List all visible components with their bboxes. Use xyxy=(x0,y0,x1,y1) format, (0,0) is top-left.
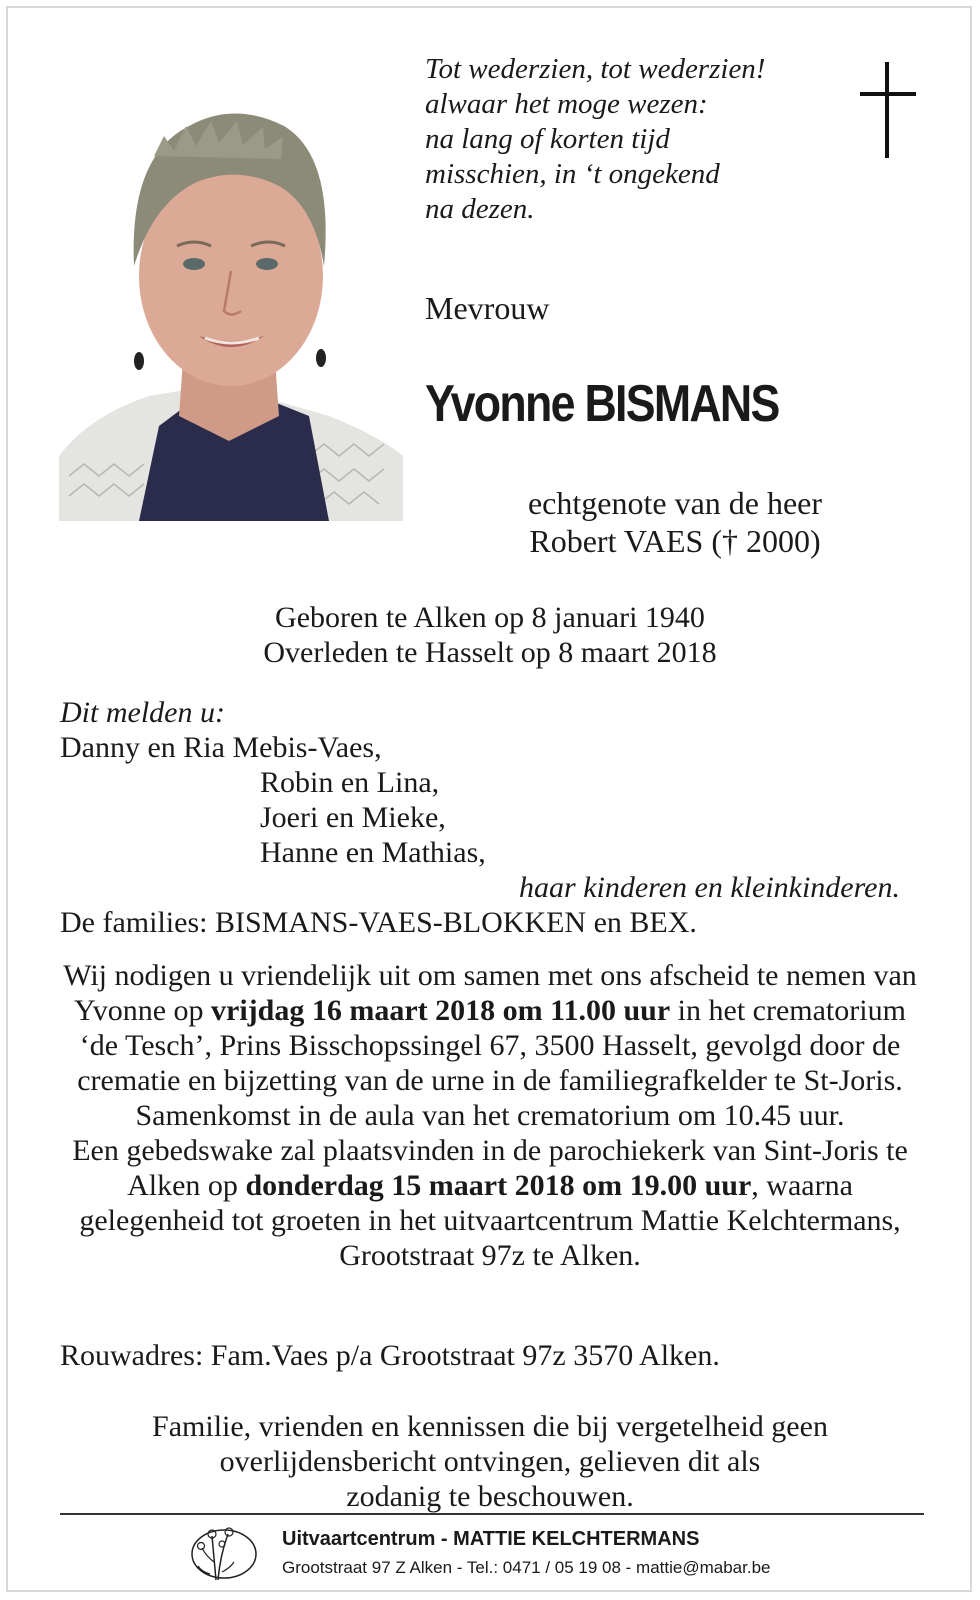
poem-line: alwaar het moge wezen: xyxy=(425,88,708,120)
poem-line: na lang of korten tijd xyxy=(425,123,670,155)
grandchild-line: Hanne en Mathias, xyxy=(260,836,486,869)
death-line: Overleden te Hasselt op 8 maart 2018 xyxy=(263,636,717,669)
invite-text: Wij nodigen u vriendelijk uit om samen met ons afscheid te nemen van Yvonne op xyxy=(63,959,917,1027)
poem-verse xyxy=(425,52,845,227)
vigil-text: Een gebedswake zal plaatsvinden in de parochiekerk van Sint-Joris te Alken op xyxy=(72,1134,908,1202)
life-dates xyxy=(60,600,920,670)
invitation-paragraph xyxy=(60,958,920,1273)
spouse-info xyxy=(420,484,930,560)
cross-icon xyxy=(860,62,920,162)
footer-divider xyxy=(60,1513,924,1515)
closing-line: zodanig te beschouwen. xyxy=(346,1480,634,1513)
vigil-text: , waarna gelegenheid tot groeten in het uitvaartcentrum Mattie Kelchtermans, Grootstraat 97z te Alken. xyxy=(79,1169,901,1272)
deceased-name: Yvonne BISMANS xyxy=(425,375,779,433)
closing-line: overlijdensbericht ontvingen, gelieven dit als xyxy=(219,1445,761,1478)
family-announcement xyxy=(60,695,920,940)
flower-logo-icon xyxy=(188,1522,258,1586)
closing-line: Familie, vrienden en kennissen die bij vergetelheid geen xyxy=(152,1410,828,1443)
vigil-datetime: donderdag 15 maart 2018 om 19.00 uur xyxy=(245,1169,752,1202)
birth-line: Geboren te Alken op 8 januari 1940 xyxy=(275,601,705,634)
invite-text: in het crematorium ‘de Tesch’, Prins Bisschopssingel 67, 3500 Hasselt, gevolgd door de crematie en bijzetting van de urne in de familiegrafkelder te St-Joris. xyxy=(77,994,906,1097)
grandchild-line: Robin en Lina, xyxy=(260,766,440,799)
poem-line: misschien, in ‘t ongekend xyxy=(425,158,720,190)
children-line: Danny en Ria Mebis-Vaes, xyxy=(60,731,382,764)
spouse-line: echtgenote van de heer xyxy=(527,485,823,521)
honorific: Mevrouw xyxy=(425,290,550,326)
poem-line: na dezen. xyxy=(425,193,535,225)
closing-note xyxy=(60,1409,920,1514)
poem-line: Tot wederzien, tot wederzien! xyxy=(425,53,766,85)
relation-line: haar kinderen en kleinkinderen. xyxy=(519,871,900,904)
spouse-name: Robert VAES († 2000) xyxy=(529,523,821,559)
families-line: De families: BISMANS-VAES-BLOKKEN en BEX. xyxy=(60,906,697,939)
announce-intro: Dit melden u: xyxy=(60,696,225,729)
portrait-photo xyxy=(59,96,403,521)
mourning-address: Rouwadres: Fam.Vaes p/a Grootstraat 97z 3570 Alken. xyxy=(60,1339,720,1372)
grandchild-line: Joeri en Mieke, xyxy=(260,801,446,834)
funeral-home-name: Uitvaartcentrum - MATTIE KELCHTERMANS xyxy=(282,1528,700,1550)
funeral-datetime: vrijdag 16 maart 2018 om 11.00 uur xyxy=(211,994,671,1027)
gathering-text: Samenkomst in de aula van het crematorium om 10.45 uur. xyxy=(135,1099,845,1132)
funeral-home-contact: Grootstraat 97 Z Alken - Tel.: 0471 / 05 19 08 - mattie@mabar.be xyxy=(282,1558,771,1577)
